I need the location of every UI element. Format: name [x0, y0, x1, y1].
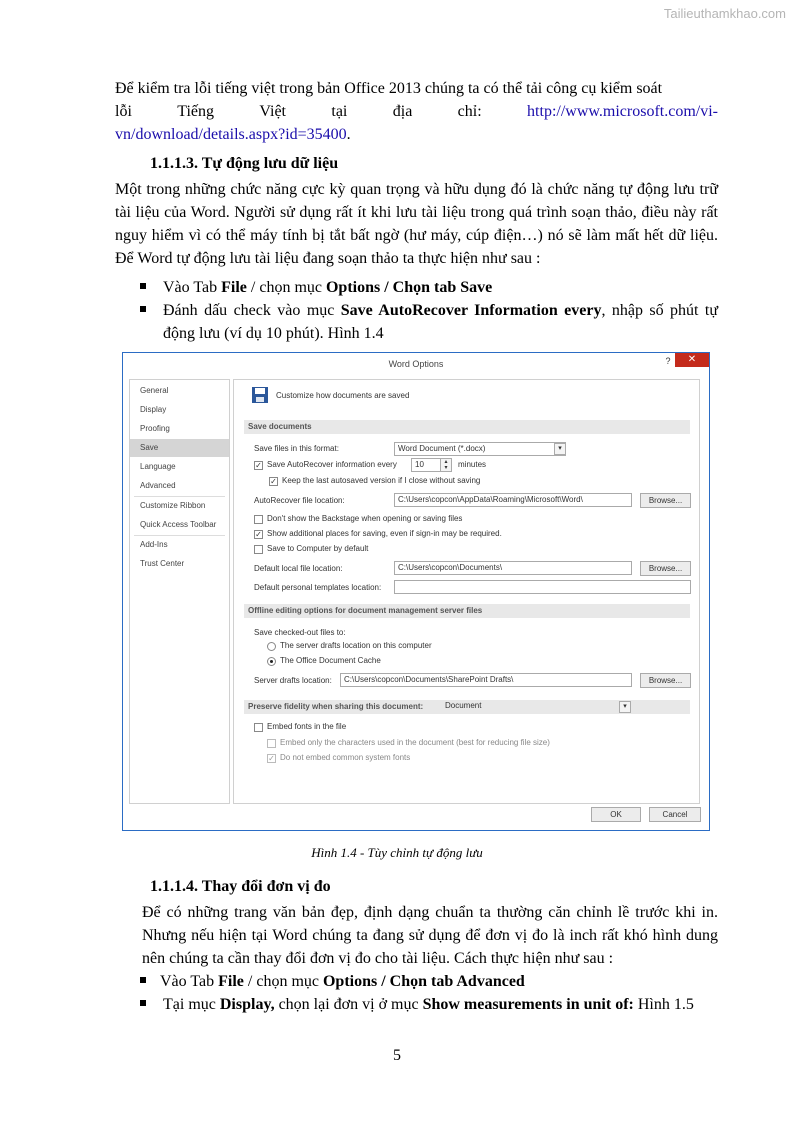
intro-word: chỉ: [457, 103, 482, 120]
download-link-continued[interactable]: vn/download/details.aspx?id=35400 [115, 126, 347, 143]
page-number: 5 [393, 1047, 401, 1064]
bullet-item: Vào Tab File / chọn mục Options / Chọn tab Save [140, 276, 718, 299]
sidebar-item-save[interactable]: Save [130, 439, 229, 457]
fidelity-document-select[interactable]: Document [445, 701, 482, 710]
save-disk-icon [251, 386, 269, 404]
intro-word: địa [392, 103, 413, 120]
office-cache-radio[interactable] [267, 657, 276, 666]
sidebar-item-language[interactable]: Language [140, 462, 176, 471]
intro-word: Việt [259, 103, 286, 120]
no-common-fonts-checkbox[interactable]: ✓ [268, 754, 275, 763]
cancel-button[interactable]: Cancel [649, 807, 701, 822]
heading-1-1-1-3: 1.1.1.3. Tự động lưu dữ liệu [150, 155, 339, 172]
autorecover-minutes-input[interactable]: 10 [411, 458, 441, 472]
save-format-label: Save files in this format: [254, 444, 339, 453]
embed-fonts-label: Embed fonts in the file [267, 722, 347, 731]
keep-last-version-checkbox[interactable]: ✓ [270, 477, 277, 486]
default-templates-input[interactable] [394, 580, 691, 594]
autorecover-label: Save AutoRecover information every [267, 460, 397, 469]
server-drafts-option-label: The server drafts location on this computer [280, 641, 432, 650]
server-drafts-radio[interactable] [267, 642, 276, 651]
dialog-title: Word Options [388, 359, 444, 369]
hide-backstage-label: Don't show the Backstage when opening or saving files [267, 514, 463, 523]
watermark: Tailieuthamkhao.com [663, 6, 786, 21]
intro-word: tại [331, 103, 348, 120]
chevron-down-icon[interactable]: ▾ [554, 443, 566, 455]
server-drafts-location-label: Server drafts location: [254, 676, 332, 685]
bullet-item: Vào Tab File / chọn mục Options / Chọn tab Advanced [140, 970, 718, 993]
sidebar-item-quick-access-toolbar[interactable]: Quick Access Toolbar [140, 520, 217, 529]
ok-button[interactable]: OK [591, 807, 641, 822]
sidebar-item-display[interactable]: Display [140, 405, 167, 414]
options-sidebar [129, 379, 230, 804]
help-button[interactable]: ? [665, 356, 671, 366]
heading-1-1-1-4: 1.1.1.4. Thay đổi đơn vị đo [150, 878, 331, 895]
intro-line-2 [115, 100, 718, 123]
browse-button[interactable]: Browse... [640, 493, 691, 508]
section-1-1-1-3-paragraph: Một trong những chức năng cực kỳ quan trọng và hữu dụng đó là chức năng tự động lưu trữ tài liệu của Word. Người sử dụng rất ít khi lưu tài liệu trong quá trình soạn thảo, điều này rất nguy hiểm vì có thể máy tính bị tắt bất ngờ (hư máy, cúp điện…) nó sẽ làm mất hết dữ liệu. Để Word tự động lưu tài liệu đang soạn thảo ta thực hiện như sau : [115, 181, 718, 267]
chevron-down-icon[interactable]: ▾ [619, 701, 631, 713]
section-offline-editing: Offline editing options for document management server files [244, 604, 690, 618]
save-checked-out-label: Save checked-out files to: [254, 628, 346, 637]
show-additional-places-label: Show additional places for saving, even if sign-in may be required. [267, 529, 502, 538]
sidebar-item-general[interactable]: General [140, 386, 169, 395]
period: . [346, 126, 351, 143]
section-preserve-fidelity: Preserve fidelity when sharing this document: [244, 700, 690, 714]
keep-last-version-label: Keep the last autosaved version if I close without saving [282, 476, 481, 485]
autorecover-checkbox[interactable]: ✓ [255, 461, 262, 470]
autorecover-location-input[interactable]: C:\Users\copcon\AppData\Roaming\Microsoft\Word\ [394, 493, 632, 507]
bullet-square-icon [140, 306, 146, 312]
bullet-square-icon [140, 283, 146, 289]
close-button[interactable]: ✕ [675, 353, 709, 367]
intro-word: Tiếng [177, 103, 215, 120]
default-local-location-input[interactable]: C:\Users\copcon\Documents\ [394, 561, 632, 575]
bullet-item: Đánh dấu check vào mục Save AutoRecover Information every, nhập số phút tự động lưu (ví dụ 10 phút). Hình 1.4 [140, 299, 718, 345]
section-save-documents: Save documents [244, 420, 690, 434]
embed-fonts-checkbox[interactable] [254, 723, 263, 732]
intro-word: lỗi [115, 103, 132, 120]
section-1-1-1-4-paragraph: Để có những trang văn bản đẹp, định dạng chuẩn ta thường căn chỉnh lề trước khi in. Nhưng nếu hiện tại Word chúng ta đang sử dụng để đơn vị đo là inch rất khó hình dung nên chúng ta cần thay đổi đơn vị đo cho tài liệu. Cách thực hiện như sau : [142, 904, 718, 967]
office-cache-option-label: The Office Document Cache [280, 656, 381, 665]
no-common-fonts-label: Do not embed common system fonts [280, 753, 411, 762]
save-format-select[interactable]: Word Document (*.docx) [394, 442, 566, 456]
hide-backstage-checkbox[interactable] [254, 515, 263, 524]
minutes-spinner[interactable]: ▴ ▾ [440, 458, 452, 472]
sidebar-item-add-ins[interactable]: Add-Ins [140, 540, 168, 549]
server-drafts-location-input[interactable]: C:\Users\copcon\Documents\SharePoint Drafts\ [340, 673, 632, 687]
save-to-computer-label: Save to Computer by default [267, 544, 369, 553]
show-additional-places-checkbox[interactable]: ✓ [255, 530, 262, 539]
browse-button[interactable]: Browse... [640, 673, 691, 688]
embed-only-used-label: Embed only the characters used in the document (best for reducing file size) [280, 738, 550, 747]
sidebar-item-trust-center[interactable]: Trust Center [140, 559, 185, 568]
save-to-computer-checkbox[interactable] [254, 545, 263, 554]
intro-line-3 [115, 123, 718, 146]
default-local-location-label: Default local file location: [254, 564, 343, 573]
sidebar-item-proofing[interactable]: Proofing [140, 424, 170, 433]
figure-caption: Hình 1.4 - Tùy chỉnh tự động lưu [311, 845, 483, 860]
panel-header-text: Customize how documents are saved [276, 391, 410, 400]
autorecover-location-label: AutoRecover file location: [254, 496, 345, 505]
sidebar-item-advanced[interactable]: Advanced [140, 481, 176, 490]
bullet-item: Tại mục Display, chọn lại đơn vị ở mục Show measurements in unit of: Hình 1.5 [140, 993, 718, 1016]
sidebar-item-customize-ribbon[interactable]: Customize Ribbon [140, 501, 206, 510]
embed-only-used-checkbox[interactable] [267, 739, 276, 748]
minutes-label: minutes [458, 460, 487, 469]
bullet-square-icon [140, 977, 146, 983]
bullet-square-icon [140, 1000, 146, 1006]
default-templates-label: Default personal templates location: [254, 583, 382, 592]
download-link[interactable]: http://www.microsoft.com/vi- [527, 103, 718, 120]
word-options-dialog [122, 352, 710, 831]
intro-paragraph [115, 77, 718, 146]
browse-button[interactable]: Browse... [640, 561, 691, 576]
intro-line-1: Để kiểm tra lỗi tiếng việt trong bản Office 2013 chúng ta có thể tải công cụ kiểm soát [115, 80, 663, 97]
options-main-panel [233, 379, 700, 804]
